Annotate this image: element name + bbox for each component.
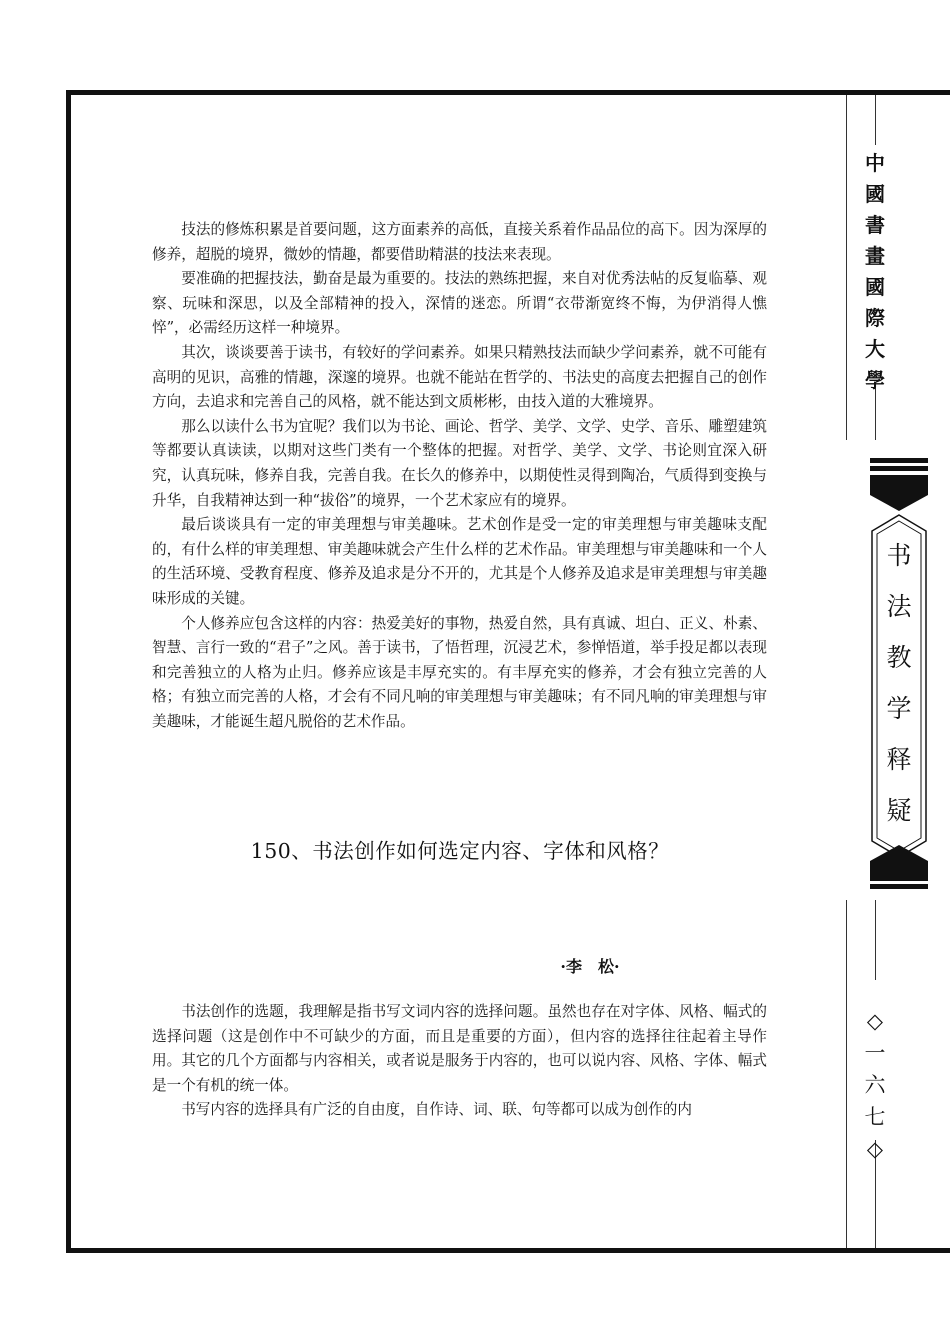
side-column-rule (846, 95, 847, 440)
frame-top-border (66, 90, 950, 95)
book-title-char: 教 (886, 643, 912, 672)
paragraph: 书法创作的选题，我理解是指书写文词内容的选择问题。虽然也存在对字体、风格、幅式的选择问题（这是创作中不可缺少的方面，而且是重要的方面），但内容的选择往往起着主导作用。其它的几个方面都与内容相关，或者说是服务于内容的，也可以说内容、风格、字体、幅式是一个有机的统一体。 (152, 1003, 767, 1094)
side-header-char: 大 (865, 337, 885, 361)
side-header-char: 書 (865, 213, 885, 237)
emblem-bar-top (870, 466, 928, 471)
side-header-char: 學 (865, 368, 885, 392)
page-number-char: ◇ (866, 1009, 884, 1033)
spine-rule (875, 95, 876, 145)
paragraph: 要准确的把握技法，勤奋是最为重要的。技法的熟练把握，来自对优秀法帖的反复临摹、观察、玩味和深思，以及全部精神的投入，深情的迷恋。所谓“衣带渐宽终不悔，为伊消得人憔悴”，必需经历这样一种境界。 (152, 270, 767, 337)
spine-rule (875, 900, 876, 980)
book-title-char: 释 (886, 745, 912, 774)
emblem-bar-bottom (870, 884, 928, 889)
frame-bottom-border (66, 1248, 950, 1253)
paragraph: 其次，谈谈要善于读书，有较好的学问素养。如果只精熟技法而缺少学问素养，就不可能有高明的见识，高雅的情趣，深邃的境界。也就不能站在哲学的、书法史的高度去把握自己的创作方向，去追求和完善自己的风格，就不能达到文质彬彬，由技入道的大雅境界。 (152, 343, 767, 411)
book-title-char: 疑 (886, 796, 912, 825)
section-1-body (152, 218, 767, 734)
page-number-char: ◇ (866, 1137, 884, 1161)
page-number-char: 七 (864, 1105, 886, 1129)
side-header-char: 國 (865, 275, 885, 299)
book-title-char: 书 (886, 541, 912, 570)
paragraph: 个人修养应包含这样的内容：热爱美好的事物，热爱自然，具有真诚、坦白、正义、朴素、智慧、言行一致的“君子”之风。善于读书，了悟哲理，沉浸艺术，参惮悟道，举手投足都以表现和完善独立的人格为止归。修养应该是丰厚充实的。有丰厚充实的修养，才会有独立完善的人格；有独立而完善的人格，才会有不同凡响的审美理想与审美趣味；有不同凡响的审美理想与审美趣味，才能诞生超凡脱俗的艺术作品。 (152, 614, 767, 730)
side-header-char: 中 (865, 151, 885, 175)
paragraph: 那么以读什么书为宜呢？我们以为书论、画论、哲学、美学、文学、史学、音乐、雕塑建筑等都要认真读读，以期对这些门类有一个整体的把握。对哲学、美学、文学、书论则宜深入研究，认真玩味，修养自我，完善自我。在长久的修养中，以期使性灵得到陶冶，气质得到变换与升华，自我精神达到一种“拔俗”的境界，一个艺术家应有的境界。 (152, 417, 767, 509)
side-header-char: 畫 (865, 244, 885, 268)
frame-left-border (66, 90, 71, 1253)
paragraph: 最后谈谈具有一定的审美理想与审美趣味。艺术创作是受一定的审美理想与审美趣味支配的，有什么样的审美理想、审美趣味就会产生什么样的艺术作品。审美理想与审美趣味和一个人的生活环境、受教育程度、修养及追求是分不开的，尤其是个人修养及追求是审美理想与审美趣味形成的关键。 (152, 516, 767, 607)
page-number-char: 六 (864, 1073, 886, 1097)
side-header-char: 國 (865, 182, 885, 206)
side-header-char: 際 (865, 306, 885, 330)
book-title-char: 学 (886, 694, 912, 723)
paragraph: 书写内容的选择具有广泛的自由度，自作诗、词、联、句等都可以成为创作的内 (181, 1101, 692, 1119)
side-column-rule (846, 900, 847, 1248)
paragraph: 技法的修炼积累是首要问题，这方面素养的高低，直接关系着作品品位的高下。因为深厚的修养，超脱的境界，微妙的情趣，都要借助精湛的技法来表现。 (152, 221, 767, 263)
page-number (860, 1005, 890, 1165)
book-title-char: 法 (886, 592, 912, 621)
author-name: ·李 松· (560, 957, 620, 976)
question-title: 150、书法创作如何选定内容、字体和风格？ (250, 839, 670, 863)
side-header-school-name (858, 148, 892, 396)
page-number-char: 一 (864, 1041, 886, 1065)
emblem-bar-top (870, 458, 928, 463)
section-2-body (152, 1000, 767, 1123)
book-title (876, 530, 922, 836)
